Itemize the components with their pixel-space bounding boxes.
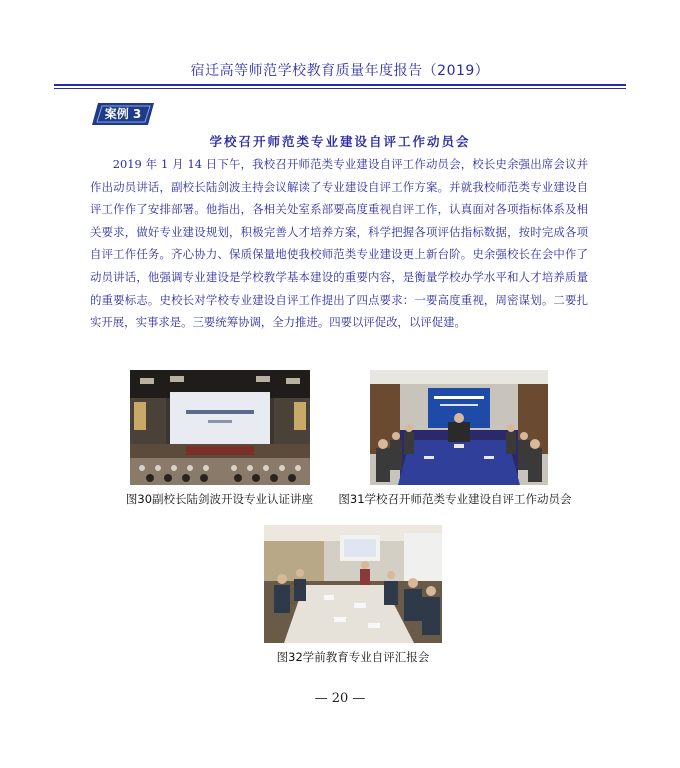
figure-30-caption: 图30副校长陆剑波开设专业认证讲座 <box>125 492 314 506</box>
case-paragraph: 2019 年 1 月 14 日下午，我校召开师范类专业建设自评工作动员会，校长史余强出席会议并作出动员讲话，副校长陆剑波主持会议解读了专业建设自评工作方案。并就我校师范类专业建设自评工作作了安排部署。他指出，各相关处室系部要高度重视自评工作，认真面对各项指标体系及相关要求，做好专业建设规划，积极完善人才培养方案，科学把握各项评估指标数据，按时完成各项自评工作任务。齐心协力、保质保量地使我校师范类专业建设更上新台阶。史余强校长在会中作了动员讲话，他强调专业建设是学校教学基本建设的重要内容，是衡量学校办学水平和人才培养质量的重要标志。史校长对学校专业建设自评工作提出了四点要求：一要高度重视，周密谋划。二要扎实开展，实事求是。三要统筹协调，全力推进。四要以评促改，以评促建。 <box>90 157 588 330</box>
page-number: — 20 — <box>314 691 366 706</box>
case-badge-label: 案例 3 <box>104 107 142 121</box>
case-badge <box>92 103 154 125</box>
lecture-hall-photo <box>130 370 310 485</box>
report-header-title: 宿迁高等师范学校教育质量年度报告（2019） <box>190 63 490 79</box>
figure-32-caption: 图32学前教育专业自评汇报会 <box>276 650 430 664</box>
header-rule-thin <box>54 88 626 89</box>
report-meeting-photo <box>264 525 442 643</box>
case-title: 学校召开师范类专业建设自评工作动员会 <box>209 134 471 149</box>
figure-31-caption: 图31学校召开师范类专业建设自评工作动员会 <box>338 492 572 506</box>
meeting-room-photo <box>370 370 548 485</box>
header-rule <box>54 84 626 86</box>
